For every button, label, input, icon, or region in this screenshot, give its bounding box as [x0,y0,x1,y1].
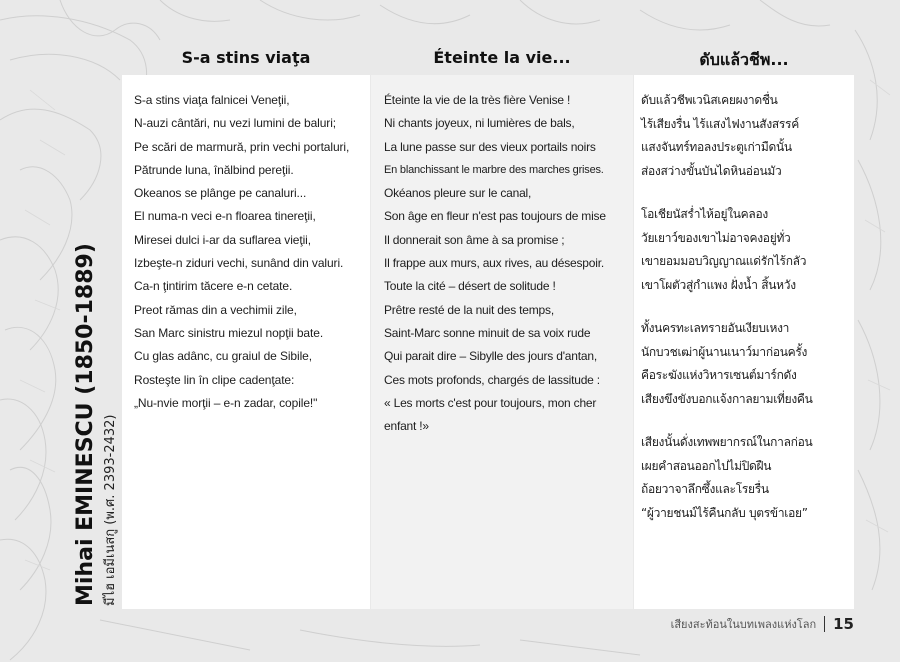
stanza [641,431,854,525]
poem-line: Izbeşte-n ziduri vechi, sunând din valuri. [134,256,344,271]
footer-divider [824,616,825,632]
poem-line: เสียงนั้นดั่งเทพพยากรณ์ในกาลก่อน [641,435,813,449]
poem-line: แสงจันทร์ทอลงประตูเก่ามืดนั้น [641,140,792,154]
thai-poem-panel [634,75,854,609]
poem-line: « Les morts c'est pour toujours, mon cher [384,395,597,410]
thai-poem-stanzas [634,75,854,525]
poem-line: El numa-n veci e-n floarea tinereţii, [134,209,316,224]
poem-line: Il frappe aux murs, aux rives, au désespoir. [384,256,604,271]
romanian-poem-title: S-a stins viaţa [181,48,311,67]
poem-line: เขาโผตัวสู่กำแพง ฝั่งน้ำ สิ้นหวัง [641,277,796,292]
poem-line: Éteinte la vie de la très fière Venise ! [384,93,571,107]
poem-line: วัยเยาว์ของเขาไม่อาจคงอยู่ทั่ว [641,230,791,245]
poem-line: „Nu-nvie morţii – e-n zadar, copile!" [134,395,318,410]
poem-line: Ces mots profonds, chargés de lassitude : [384,372,600,387]
poem-line: N-auzi cântări, nu vezi lumini de baluri; [134,116,336,131]
poem-line: Rosteşte lin în clipe cadenţate: [134,372,295,387]
poem-line: Prêtre resté de la nuit des temps, [384,302,554,317]
romanian-poem-panel [122,75,370,609]
french-poem-title: Éteinte la vie... [433,48,571,67]
poem-line: ถ้อยวาจาลึกซึ้งและโรยรื่น [641,482,769,496]
poem-line: นักบวชเฒ่าผู้นานเนาว์มาก่อนครั้ง [641,344,808,359]
author-name: Mihai EMINESCU (1850-1889) [73,243,98,606]
poem-line: ดับแล้วชีพเวนิสเคยผงาดชื่น [641,93,778,107]
french-poem-lines [371,75,633,438]
poem-line: Preot rămas din a vechimii zile, [134,302,297,317]
poem-line: Il donnerait son âme à sa promise ; [384,232,565,247]
stanza [641,317,854,411]
poem-line: โอเชียนัสร่ำไห้อยู่ในคลอง [641,207,768,221]
page-footer [671,612,854,636]
poem-line: Okeanos se plânge pe canaluri... [134,186,307,201]
poem-line: Qui parait dire – Sibylle des jours d'antan, [384,349,597,364]
poem-line: คือระฆังแห่งวิหารเซนต์มาร์กดัง [641,368,797,382]
poem-line: La lune passe sur des vieux portails noirs [384,139,596,154]
page-number: 15 [833,615,854,633]
book-title: เสียงสะท้อนในบทเพลงแห่งโลก [670,619,817,631]
romanian-poem-lines [122,75,370,415]
poem-line: Saint-Marc sonne minuit de sa voix rude [384,325,591,340]
author-thai-name: มีไฮ เอมีเนสกู (พ.ศ. 2393-2432) [103,414,118,606]
poem-line: S-a stins viaţa falnicei Veneţii, [134,93,290,107]
french-poem-panel [371,75,633,609]
poem-line: Ni chants joyeux, ni lumières de bals, [384,116,575,131]
poem-line: ไร้เสียงรื่น ไร้แสงไฟงานสังสรรค์ [641,116,799,131]
poem-line: Pe scări de marmură, prin vechi portaluri, [134,139,350,154]
poem-line: Ca-n ţintirim tăcere e-n cetate. [134,279,293,294]
poem-line: Cu glas adânc, cu graiul de Sibile, [134,349,312,364]
poem-line: ทั้งนครทะเลทรายอันเงียบเหงา [641,321,790,335]
poem-line: Miresei dulci i-ar da suflarea vieţii, [134,232,311,247]
poem-line: Son âge en fleur n'est pas toujours de mise [384,209,606,224]
poem-line: เสียงขึงขังบอกแจ้งกาลยามเที่ยงคืน [641,391,813,406]
stanza [641,89,854,183]
poem-line: enfant !» [384,419,429,434]
stanza [641,203,854,297]
poem-line: เขายอมมอบวิญญาณแด่รักไร้กลัว [641,254,807,268]
poem-line: เผยคำสอนออกไปไม่ปิดฝืน [641,458,772,473]
poem-line: “ผู้วายชนม์ไร้คืนกลับ บุตรข้าเอย” [641,505,808,520]
poem-line: Toute la cité – désert de solitude ! [384,279,556,294]
poem-line: Okéanos pleure sur le canal, [384,186,532,201]
poem-line: Pătrunde luna, înălbind pereţii. [134,162,294,177]
poem-line: San Marc sinistru miezul nopţii bate. [134,325,324,340]
poem-line: En blanchissant le marbre des marches grises. [384,163,604,176]
thai-poem-title: ดับแล้วชีพ... [699,50,789,69]
poem-line: ส่องสว่างขั้นบันไดหินอ่อนมัว [641,163,782,178]
